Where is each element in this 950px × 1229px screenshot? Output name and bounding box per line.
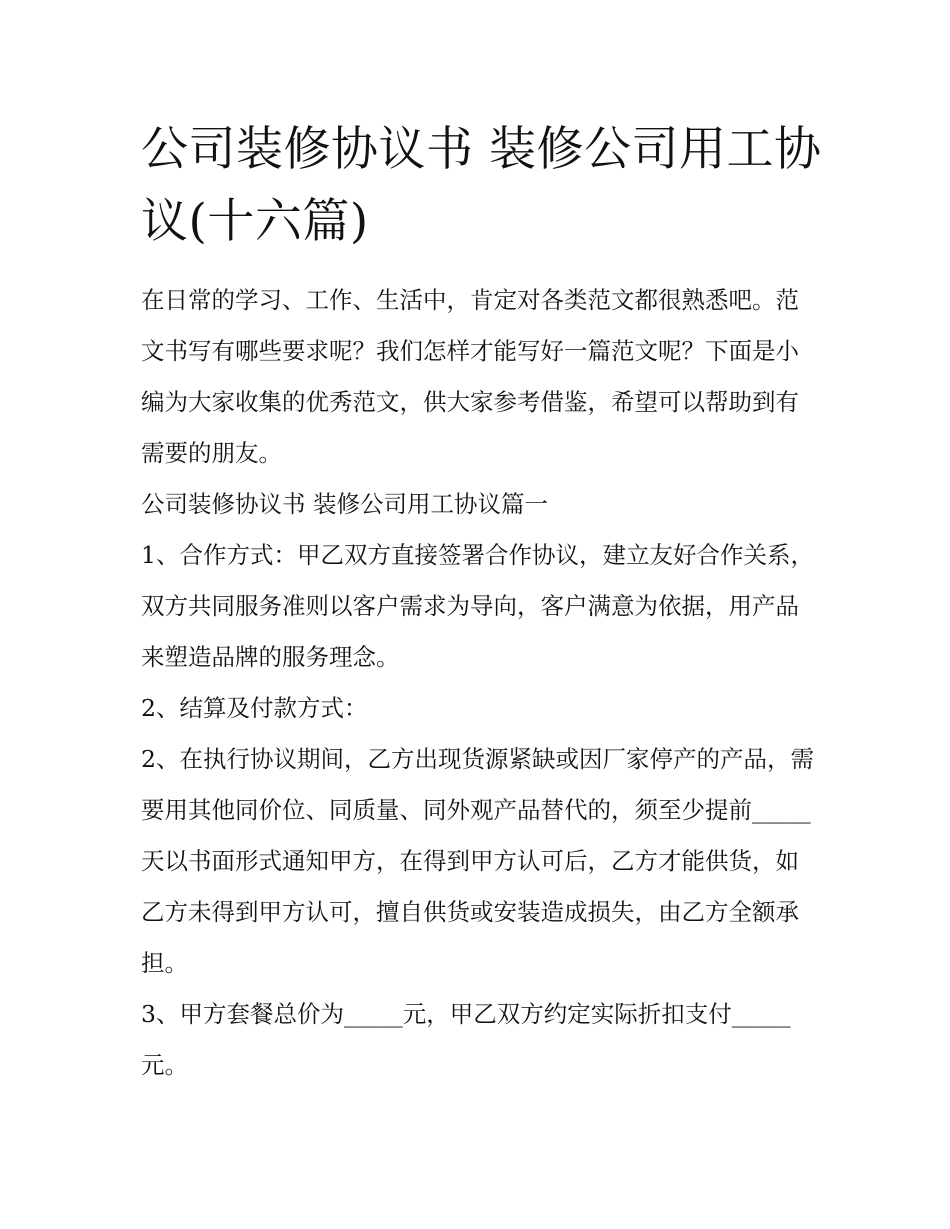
document-body	[141, 275, 821, 1091]
clause-substitution: 2、在执行协议期间，乙方出现货源紧缺或因厂家停产的产品，需要用其他同价位、同质量、同外观产品替代的，须至少提前_____天以书面形式通知甲方，在得到甲方认可后，乙方才能供货，如乙方未得到甲方认可，擅自供货或安装造成损失，由乙方全额承担。	[141, 745, 814, 977]
intro-paragraph: 在日常的学习、工作、生活中，肯定对各类范文都很熟悉吧。范文书写有哪些要求呢？我们怎样才能写好一篇范文呢？下面是小编为大家收集的优秀范文，供大家参考借鉴，希望可以帮助到有需要的朋友。	[141, 286, 799, 467]
section-heading: 公司装修协议书 装修公司用工协议篇一	[141, 490, 548, 518]
clause-price: 3、甲方套餐总价为_____元，甲乙双方约定实际折扣支付_____元。	[141, 1000, 791, 1079]
clause-settlement-heading: 2、结算及付款方式：	[141, 694, 368, 722]
document-title: 公司装修协议书 装修公司用工协议(十六篇)	[141, 122, 822, 249]
clause-cooperation: 1、合作方式：甲乙双方直接签署合作协议，建立友好合作关系，双方共同服务准则以客户需求为导向，客户满意为依据，用产品来塑造品牌的服务理念。	[141, 541, 814, 671]
